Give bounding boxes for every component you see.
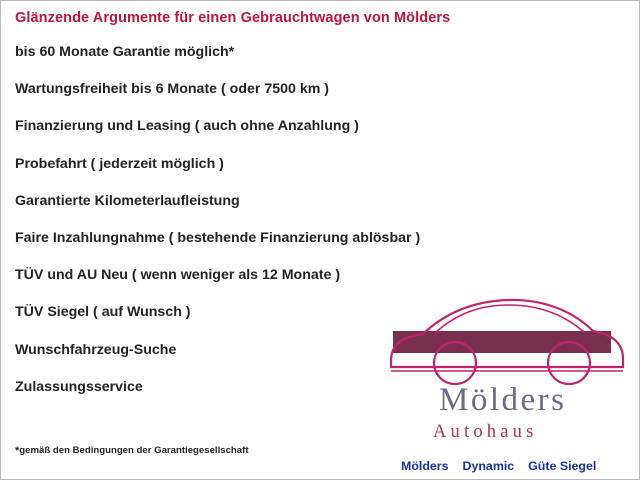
- list-item: Wunschfahrzeug-Suche: [15, 341, 177, 358]
- list-item: Wartungsfreiheit bis 6 Monate ( oder 7500 km ): [15, 81, 330, 98]
- list-item: TÜV und AU Neu ( wenn weniger als 12 Monate ): [15, 267, 341, 284]
- list-item: bis 60 Monate Garantie möglich*: [15, 44, 235, 60]
- list-item: Zulassungsservice: [15, 378, 143, 395]
- list-item: Finanzierung und Leasing ( auch ohne Anzahlung ): [15, 118, 359, 135]
- tagline-item-1: Mölders: [401, 459, 449, 473]
- footnote: [15, 445, 249, 457]
- list-item: Probefahrt ( jederzeit möglich ): [15, 155, 224, 172]
- company-logo: [387, 287, 629, 473]
- footnote-marker: *: [15, 445, 20, 457]
- tagline-item-3: Güte Siegel: [528, 459, 597, 473]
- footnote-text: gemäß den Bedingungen der Garantiegesellschaft: [19, 445, 249, 456]
- page-title: Glänzende Argumente für einen Gebrauchtwagen von Mölders: [15, 10, 451, 26]
- logo-tagline: [401, 459, 596, 473]
- brand-name: Mölders: [439, 382, 567, 418]
- list-item: Faire Inzahlungnahme ( bestehende Finanzierung ablösbar ): [15, 229, 421, 246]
- brand-subtitle: Autohaus: [433, 422, 538, 442]
- tagline-item-2: Dynamic: [462, 459, 515, 473]
- list-item: Garantierte Kilometerlaufleistung: [15, 192, 240, 209]
- list-item: TÜV Siegel ( auf Wunsch ): [15, 304, 191, 321]
